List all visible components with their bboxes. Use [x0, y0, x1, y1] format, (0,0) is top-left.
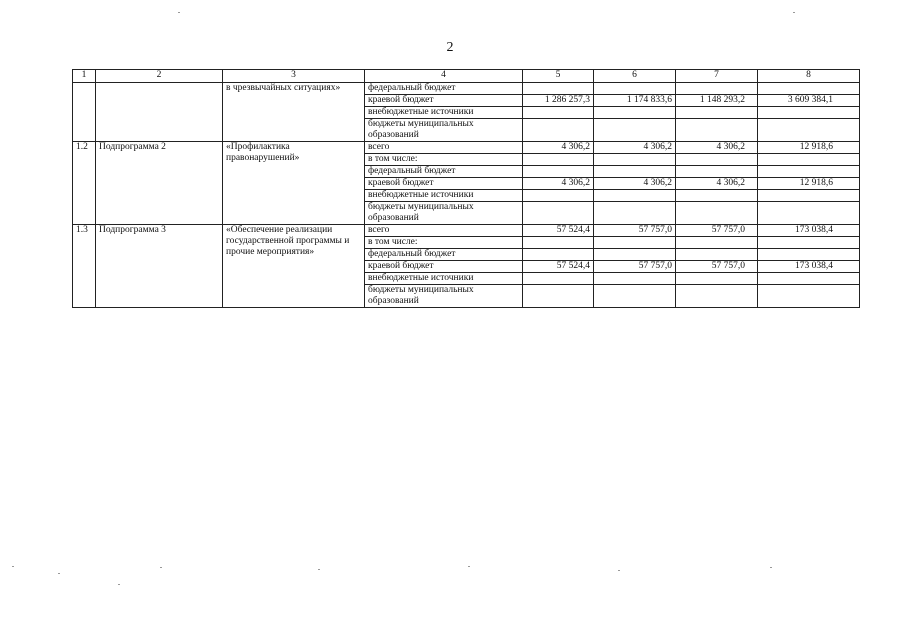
- value-cell: 57 757,0: [594, 261, 676, 273]
- value-cell: [523, 273, 594, 285]
- value-cell: [523, 202, 594, 225]
- section-program: Подпрограмма 3: [96, 225, 223, 308]
- cont-title: в чрезвычайных ситуациях»: [223, 83, 365, 142]
- value-cell: [676, 166, 758, 178]
- value-cell: [676, 83, 758, 95]
- section-index: 1.3: [73, 225, 96, 308]
- value-cell: [594, 249, 676, 261]
- value-cell: [523, 119, 594, 142]
- value-cell: [758, 107, 860, 119]
- scan-speck: [793, 12, 795, 13]
- category-cell: бюджеты муниципальных образований: [365, 202, 523, 225]
- value-cell: [594, 190, 676, 202]
- value-cell: [676, 119, 758, 142]
- value-cell: [758, 83, 860, 95]
- value-cell: 57 757,0: [594, 225, 676, 237]
- value-cell: 12 918,6: [758, 142, 860, 154]
- cont-program: [96, 83, 223, 142]
- scan-speck: [118, 584, 120, 585]
- value-cell: [758, 249, 860, 261]
- value-cell: [758, 166, 860, 178]
- value-cell: 12 918,6: [758, 178, 860, 190]
- table-row: [73, 142, 860, 154]
- scan-speck: [770, 567, 772, 568]
- budget-table: [72, 69, 860, 308]
- header-row: [73, 70, 860, 83]
- category-cell: краевой бюджет: [365, 261, 523, 273]
- value-cell: [523, 249, 594, 261]
- table-row: [73, 83, 860, 95]
- value-cell: 57 524,4: [523, 261, 594, 273]
- value-cell: 4 306,2: [523, 178, 594, 190]
- section-title: «Обеспечение реализации государственной программы и прочие мероприятия»: [223, 225, 365, 308]
- value-cell: [594, 119, 676, 142]
- value-cell: [758, 119, 860, 142]
- category-cell: федеральный бюджет: [365, 166, 523, 178]
- value-cell: [758, 273, 860, 285]
- value-cell: 4 306,2: [676, 178, 758, 190]
- value-cell: [676, 285, 758, 308]
- scan-speck: [178, 12, 180, 13]
- scan-speck: [468, 566, 470, 567]
- value-cell: [676, 273, 758, 285]
- category-cell: в том числе:: [365, 237, 523, 249]
- section-title: «Профилактика правонарушений»: [223, 142, 365, 225]
- section-index: 1.2: [73, 142, 96, 225]
- value-cell: [523, 166, 594, 178]
- value-cell: [676, 202, 758, 225]
- value-cell: [758, 285, 860, 308]
- value-cell: 1 174 833,6: [594, 95, 676, 107]
- category-cell: федеральный бюджет: [365, 249, 523, 261]
- value-cell: 57 757,0: [676, 261, 758, 273]
- value-cell: 4 306,2: [594, 178, 676, 190]
- col-header-1: 1: [73, 70, 96, 83]
- col-header-2: 2: [96, 70, 223, 83]
- col-header-6: 6: [594, 70, 676, 83]
- category-cell: всего: [365, 142, 523, 154]
- col-header-5: 5: [523, 70, 594, 83]
- value-cell: [676, 154, 758, 166]
- value-cell: [594, 202, 676, 225]
- value-cell: [676, 107, 758, 119]
- category-cell: внебюджетные источники: [365, 273, 523, 285]
- page-number: 2: [446, 40, 454, 55]
- col-header-3: 3: [223, 70, 365, 83]
- value-cell: [676, 190, 758, 202]
- category-cell: всего: [365, 225, 523, 237]
- value-cell: 173 038,4: [758, 225, 860, 237]
- value-cell: [523, 154, 594, 166]
- category-cell: в том числе:: [365, 154, 523, 166]
- value-cell: 4 306,2: [594, 142, 676, 154]
- value-cell: 57 757,0: [676, 225, 758, 237]
- category-cell: бюджеты муниципальных образований: [365, 285, 523, 308]
- category-cell: краевой бюджет: [365, 95, 523, 107]
- value-cell: [758, 190, 860, 202]
- value-cell: 4 306,2: [676, 142, 758, 154]
- scan-speck: [160, 567, 162, 568]
- scan-speck: [12, 566, 14, 567]
- value-cell: [594, 273, 676, 285]
- value-cell: 4 306,2: [523, 142, 594, 154]
- category-cell: краевой бюджет: [365, 178, 523, 190]
- section-program: Подпрограмма 2: [96, 142, 223, 225]
- cont-index: [73, 83, 96, 142]
- value-cell: [676, 249, 758, 261]
- value-cell: 1 148 293,2: [676, 95, 758, 107]
- col-header-7: 7: [676, 70, 758, 83]
- value-cell: [758, 154, 860, 166]
- col-header-4: 4: [365, 70, 523, 83]
- value-cell: [523, 107, 594, 119]
- col-header-8: 8: [758, 70, 860, 83]
- value-cell: [523, 237, 594, 249]
- value-cell: [523, 190, 594, 202]
- scan-speck: [618, 570, 620, 571]
- scan-speck: [318, 569, 320, 570]
- value-cell: 1 286 257,3: [523, 95, 594, 107]
- value-cell: [523, 285, 594, 308]
- value-cell: 173 038,4: [758, 261, 860, 273]
- scan-speck: [58, 573, 60, 574]
- value-cell: [594, 285, 676, 308]
- value-cell: 57 524,4: [523, 225, 594, 237]
- value-cell: [594, 237, 676, 249]
- category-cell: федеральный бюджет: [365, 83, 523, 95]
- value-cell: [594, 83, 676, 95]
- category-cell: внебюджетные источники: [365, 107, 523, 119]
- value-cell: [676, 237, 758, 249]
- table-row: [73, 225, 860, 237]
- value-cell: [758, 237, 860, 249]
- value-cell: [758, 202, 860, 225]
- value-cell: [594, 154, 676, 166]
- category-cell: бюджеты муниципальных образований: [365, 119, 523, 142]
- category-cell: внебюджетные источники: [365, 190, 523, 202]
- value-cell: 3 609 384,1: [758, 95, 860, 107]
- value-cell: [523, 83, 594, 95]
- value-cell: [594, 107, 676, 119]
- value-cell: [594, 166, 676, 178]
